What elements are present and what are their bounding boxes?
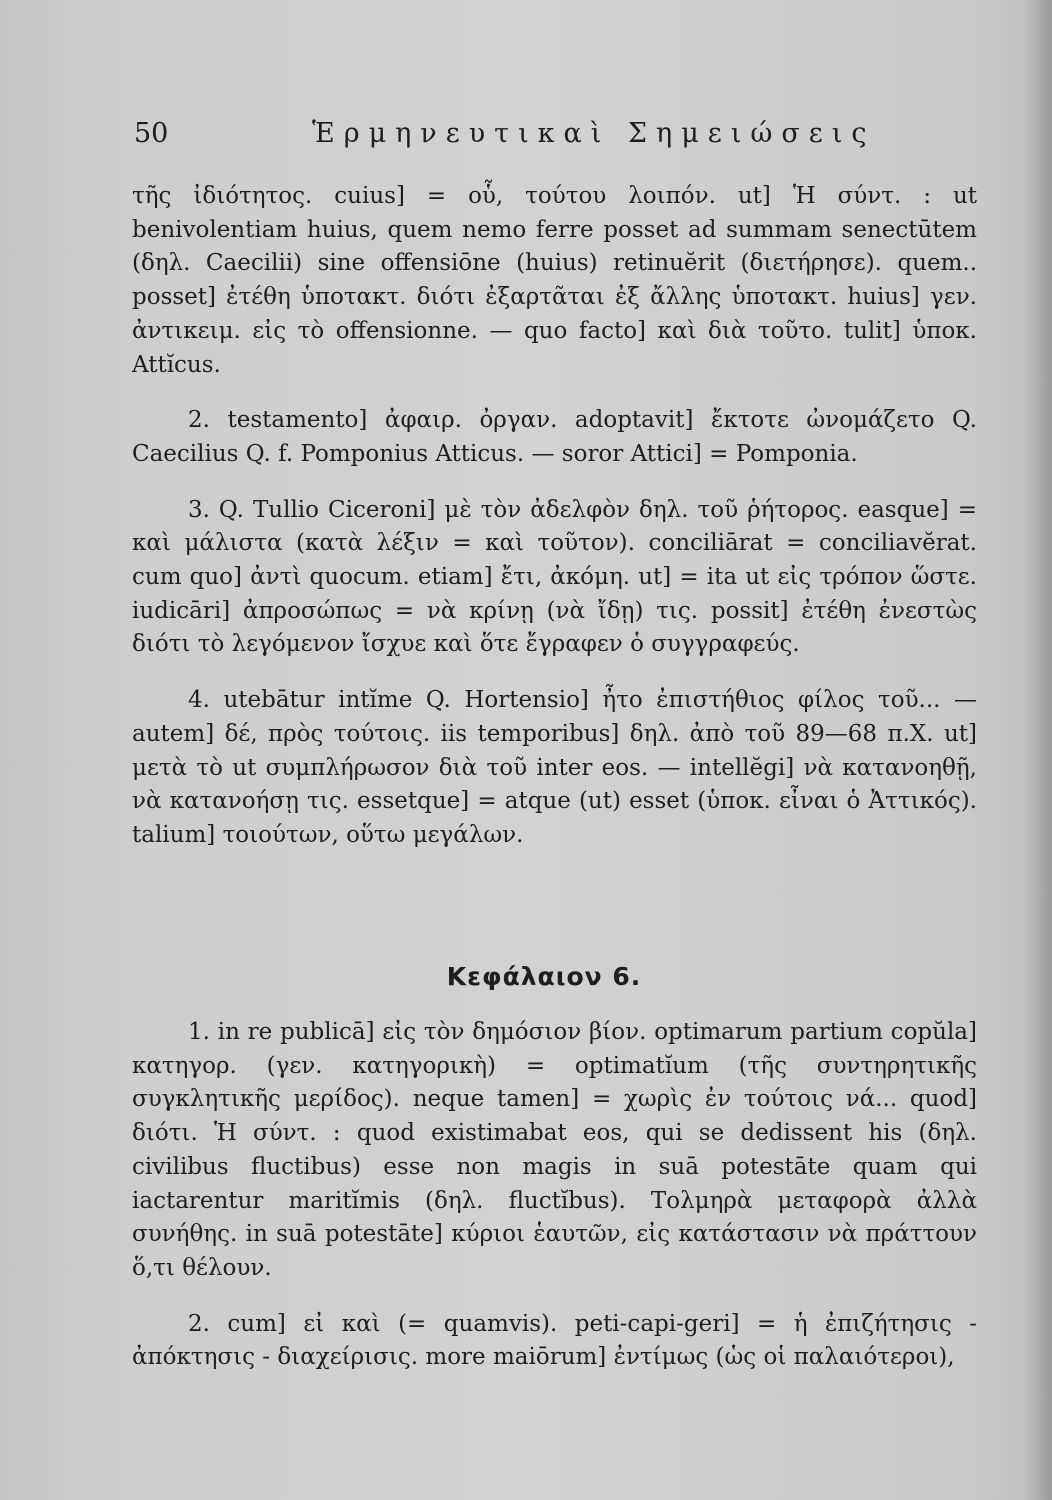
page-number: 50 — [134, 118, 169, 149]
running-title: Ἑρμηνευτικαὶ Σημειώσεις — [312, 118, 876, 149]
chapter-heading: Κεφάλαιον 6. — [446, 962, 642, 991]
body-text-top — [132, 180, 977, 853]
paragraph-note-2: 2. testamento] ἀφαιρ. ὀργαν. adoptavit] ἔκτοτε ὠνομάζετο Q. Caecilius Q. f. Pomponius Atticus. — soror Attici] = Pomponia. — [132, 407, 977, 467]
page-header — [134, 118, 994, 158]
paragraph-ch6-note-2: 2. cum] εἰ καὶ (= quamvis). peti-capi-geri] = ἡ ἐπιζήτησις - ἀπόκτησις - διαχείρισις. more maiōrum] ἐντίμως (ὡς οἱ παλαιότεροι), — [132, 1310, 977, 1371]
paragraph-continuation: τῆς ἰδιότητος. cuius] = οὗ, τούτου λοιπόν. ut] Ἡ σύντ. : ut benivolentiam huius, quem nemo ferre posset ad summam senectūtem (δηλ. Caecilii) sine offensiōne (huius) retinuĕrit (διετήρησε). quem.. posset] ἐτέθη ὑποτακτ. διότι ἐξαρτᾶται ἐξ ἄλλης ὑποτακτ. huius] γεν. ἀντικειμ. εἰς τὸ offensionne. — quo facto] καὶ διὰ τοῦτο. tulit] ὑποκ. Attĭcus. — [132, 183, 977, 378]
paragraph-note-3: 3. Q. Tullio Ciceroni] μὲ τὸν ἀδελφὸν δηλ. τοῦ ῥήτορος. easque] = καὶ μάλιστα (κατὰ λέξιν = καὶ τοῦτον). conciliārat = conciliavĕrat. cum quo] ἀντὶ quocum. etiam] ἔτι, ἀκόμη. ut] = ita ut εἰς τρόπον ὥστε. iudicāri] ἀπροσώπως = νὰ κρίνῃ (νὰ ἴδῃ) τις. possit] ἐτέθη ἐνεστὼς διότι τὸ λεγόμενον ἴσχυε καὶ ὅτε ἔγραφεν ὁ συγγραφεύς. — [132, 496, 977, 658]
paragraph-ch6-note-1: 1. in re publicā] εἰς τὸν δημόσιον βίον. optimarum partium copŭla] κατηγορ. (γεν. κατηγορικὴ) = optimatĭum (τῆς συντηρητικῆς συγκλητικῆς μερίδος). neque tamen] = χωρὶς ἐν τούτοις νά... quod] διότι. Ἡ σύντ. : quod existimabat eos, qui se dedissent his (δηλ. civilibus fluctibus) esse non magis in suā potestāte quam qui iactarentur maritĭmis (δηλ. fluctĭbus). Τολμηρὰ μεταφορὰ ἀλλὰ συνήθης. in suā potestāte] κύριοι ἑαυτῶν, εἰς κατάστασιν νὰ πράττουν ὅ,τι θέλουν. — [132, 1019, 977, 1281]
paragraph-note-4: 4. utebātur intĭme Q. Hortensio] ἦτο ἐπιστήθιος φίλος τοῦ... — autem] δέ, πρὸς τούτοις. iis temporibus] δηλ. ἀπὸ τοῦ 89—68 π.Χ. ut] μετὰ τὸ ut συμπλήρωσον διὰ τοῦ inter eos. — intellĕgi] νὰ κατανοηθῇ, νὰ κατανοήσῃ τις. essetque] = atque (ut) esset (ὑποκ. εἶναι ὁ Ἀττικός). talium] τοιούτων, οὕτω μεγάλων. — [132, 687, 977, 848]
body-text-bottom — [132, 1016, 977, 1375]
page-edge-shadow — [1024, 0, 1052, 1500]
